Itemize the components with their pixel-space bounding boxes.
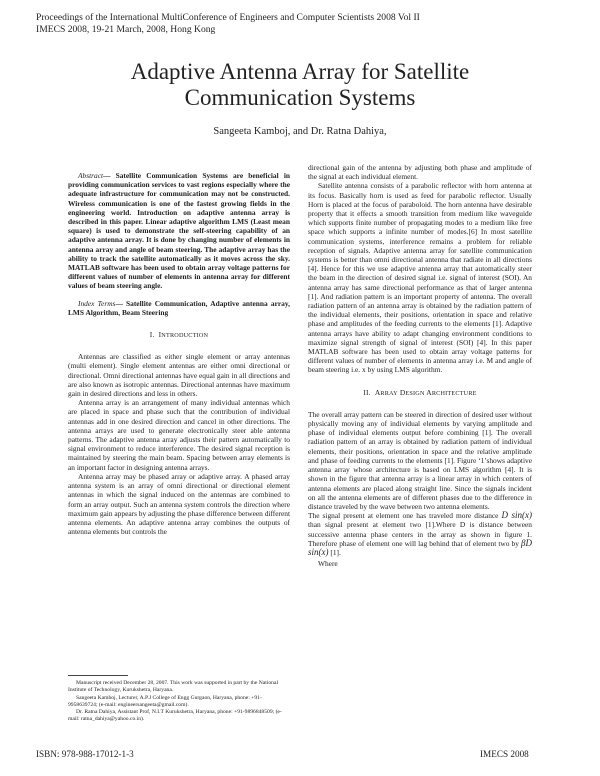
abstract-label: Abstract: [78, 171, 104, 180]
section-title-rest: NTRODUCTION: [161, 332, 209, 340]
footnote-rule: [68, 675, 128, 676]
section-title-rest: ESIGN: [405, 389, 425, 397]
right-column: [308, 163, 532, 568]
section-title-initial: A: [426, 387, 432, 397]
text-run: than signal present at element two [1].Where D is distance between successive antenna phase centers in the array as shown in figure 1. Therefore phase of element one will lag behind that of element two by: [308, 520, 532, 548]
phase-delay-paragraph: [308, 511, 532, 557]
index-terms: [68, 299, 290, 317]
where-text: Where: [318, 559, 338, 569]
index-terms-text: — Satellite Communication, Adaptive antenna array, LMS Algorithm, Beam Steering: [68, 298, 290, 317]
left-column: [68, 171, 290, 536]
section-title-initial: I: [158, 330, 162, 340]
body-paragraph: directional gain of the antenna by adjusting both phase and amplitude of the signal at each individual element.: [308, 163, 532, 182]
abstract-text: — Satellite Communication Systems are beneficial in providing communication services to vast regions especially where the adequate infrastructure for communication may not be constructed. Wireless communication is one of the fastest growing fields in the engineering world. Introduction on adaptive antenna array is described in this paper. Linear adaptive algorithm LMS (Least mean square) is used to demonstrate the self-steering capability of an adaptive antenna array. It is done by changing number of elements in antenna array and angle of beam steering. The adaptive array has the ability to track the satellite automatically as it moves across the sky. MATLAB software has been used to obtain array voltage patterns for different values of number of elements in antenna array for different values of beam steering angle.: [68, 171, 290, 291]
paper-title: [60, 59, 540, 111]
section-numeral: II.: [363, 387, 371, 397]
section-title-initial: A: [374, 387, 381, 397]
intro-paragraph: Antenna array is an arrangement of many individual antennas which are placed in space and phase such that the contribution of individual antennas add in one desired direction and cancel in other directions. The antenna arrays are used to generate electronically steer able antenna patterns. The adaptive antenna array adjusts their pattern automatically to signal environment to reduce interference. The desired signal reception is maintained by steering the main beam. Spacing between array elements is an important factor in designing antenna arrays.: [68, 398, 290, 472]
author-list: Sangeeta Kamboj, and Dr. Ratna Dahiya,: [213, 126, 387, 137]
conference-header-line1: Proceedings of the International MultiConference of Engineers and Computer Scientists 2008 Vol II: [36, 12, 420, 23]
footnote: Sangeeta Kamboj, Lecturer, A.P.J College of Engg Gurgaon, Haryana, phone: +91-9958639724; (e-mail: engineersangeeta@gmail.com).: [68, 694, 262, 708]
footnote: Manuscript received December 28, 2007. This work was supported in part by the National Institute of Technology, Kurukshetra, Haryana.: [68, 680, 278, 694]
body-paragraph: Satellite antenna consists of a parabolic reflector with horn antenna at its focus. Basically horn is used as feed for parabolic reflector. Usually Horn is placed at the focus of paraboloid. The horn antenna have desirable property that it effects a smooth transition from medium like waveguide which supports finite number of propagating modes to a medium like free space which supports a infinite number of modes.[6] In most satellite communication systems, interference remains a problem for reliable reception of signals. Adaptive antenna array for satellite communication systems is better than omni directional antenna that radiate in all directions [4]. Hence for this we use adaptive antenna array that automatically steer the beam in the direction of desired signal i.e. signal of interest (SOI). An antenna array has same directional performance as that of larger antenna [1]. And radiation pattern is an important property of antenna. The overall radiation pattern of an antenna array is obtained by the radiation pattern of the individual elements, their positions, orientation in space and relative phase and amplitudes of the feeding currents to the elements [1]. Adaptive antenna arrays have ability to adapt changing environment conditions to maximize signal strength of signal of interest (SOI) [4]. In this paper MATLAB software has been used to obtain array voltage patterns for different values of number of elements in antenna array i.e. M and angle of beam steering i.e. x by using LMS algorithm.: [308, 181, 532, 375]
index-terms-label: Index Terms: [78, 298, 116, 308]
intro-paragraph: Antennas are classified as either single element or array antennas (multi element). Single element antennas are either omni directional or directional. Omni directional antennas have equal gain in all directions and are also known as isotropic antennas. Directional antennas have maximum gain in desired directions and less in others.: [68, 352, 290, 399]
title-line-2: Communication Systems: [184, 85, 416, 110]
section-numeral: I.: [149, 330, 155, 340]
section-title-rest: RRAY: [380, 389, 398, 397]
abstract: [68, 171, 290, 291]
math-expression: D sin(x): [501, 510, 532, 521]
text-run: The signal present at element one has traveled more distance: [308, 511, 499, 521]
section-heading-introduction: [68, 330, 290, 340]
body-paragraph: The overall array pattern can be steered in direction of desired user without physically moving any of individual elements by varying amplitude and phase of individual elements output before combining [1]. The overall radiation pattern of an array is obtained by radiation pattern of individual elements, their positions, orientation in space and the relative amplitude and phase of feeding currents to the elements [1]. Figure ‘1’shows adaptive antenna array whose architecture is based on LMS algorithm [4]. It is shown in the figure that antenna array is a linear array in which centers of antenna elements are placed along straight line. Since the signals incident on all the antenna elements are of different phases due to the difference in distance traveled by the wave between two antenna elements.: [308, 409, 532, 511]
section-title-rest: RCHITECTURE: [431, 389, 477, 397]
math-expression: βD sin(x): [308, 537, 532, 557]
title-line-1: Adaptive Antenna Array for Satellite: [130, 59, 470, 84]
footnotes: [68, 680, 290, 724]
conference-footer: IMECS 2008: [480, 749, 529, 759]
text-run: [1].: [330, 547, 341, 557]
section-heading-array-design: [308, 388, 532, 398]
isbn-footer: ISBN: 978-988-17012-1-3: [36, 749, 134, 759]
footnote: Dr. Ratna Dahiya, Assistant Prof, N.I.T Kurukshetra, Haryana, phone: +91-9896848509; (e-mail: ratna_dahiya@yahoo.co.in).: [68, 709, 282, 723]
intro-paragraph: Antenna array may be phased array or adaptive array. A phased array antenna system is an array of omni directional or directional element antennas in which the signal induced on the antennas are combined to form an array output. Such an antenna system controls the direction where maximum gain appears by adjusting the phase difference between different antenna elements. An adaptive antenna array combines the outputs of antenna elements but controls the: [68, 471, 290, 537]
section-title-initial: D: [399, 387, 406, 397]
conference-header-line2: IMECS 2008, 19-21 March, 2008, Hong Kong: [36, 24, 216, 35]
